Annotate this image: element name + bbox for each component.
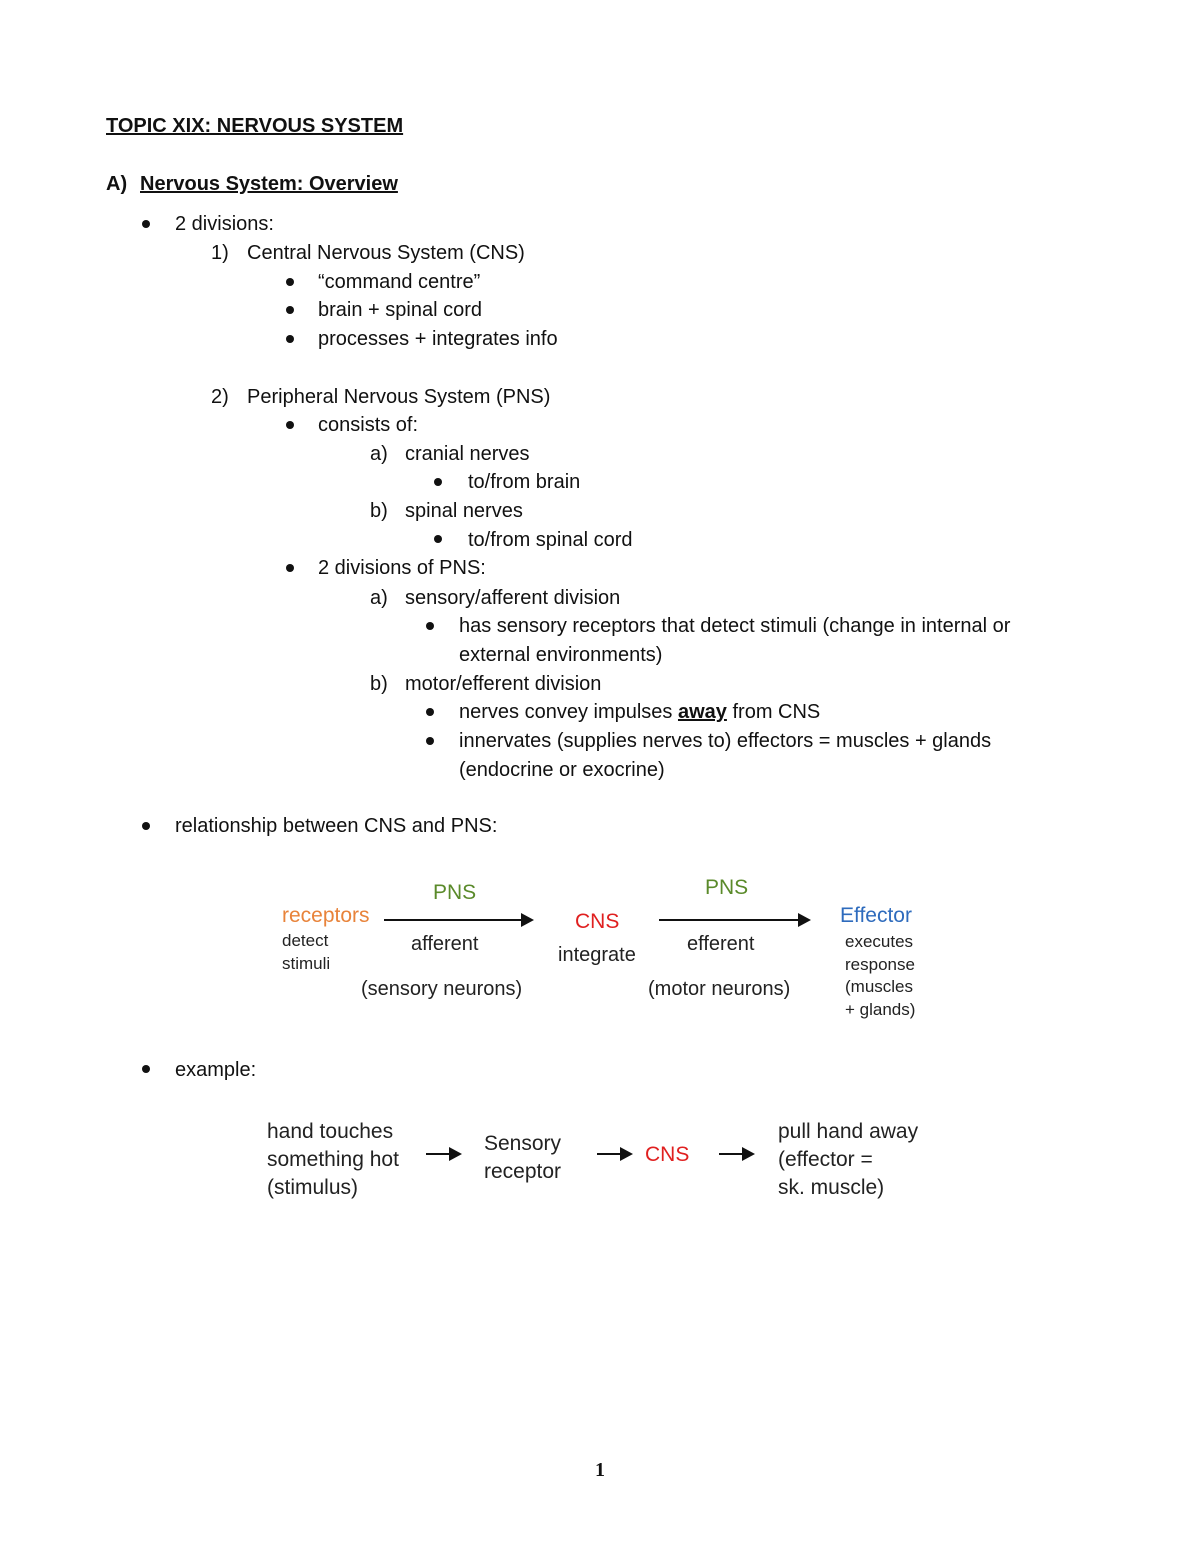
response-text: pull hand away xyxy=(778,1120,919,1143)
sensory-neurons-label: (sensory neurons) xyxy=(361,978,523,1000)
stimulus-text: something hot xyxy=(267,1148,399,1171)
effector-sub: (muscles xyxy=(845,977,914,996)
list-number: 1) xyxy=(211,242,229,264)
list-item-continued: (endocrine or exocrine) xyxy=(459,759,665,781)
receptors-label: receptors xyxy=(282,904,370,927)
list-item: innervates (supplies nerves to) effectors = muscles + glands xyxy=(459,730,992,752)
list-item: “command centre” xyxy=(318,271,481,293)
section-title: Nervous System: Overview xyxy=(140,173,398,195)
effector-sub: executes xyxy=(845,932,914,951)
cns-title: Central Nervous System (CNS) xyxy=(247,242,525,264)
page-number: 1 xyxy=(595,1459,605,1481)
pns-afferent-label: PNS xyxy=(433,881,477,904)
list-item: spinal nerves xyxy=(405,500,523,522)
motor-neurons-label: (motor neurons) xyxy=(648,978,791,1000)
list-letter: b) xyxy=(370,673,388,695)
arrow-right-icon xyxy=(659,919,809,921)
divisions-intro: 2 divisions: xyxy=(175,213,274,235)
receptor-text: Sensory xyxy=(484,1132,562,1155)
bullet-dot xyxy=(426,737,434,745)
bullet-dot xyxy=(426,708,434,716)
receptors-sub: detect xyxy=(282,931,329,950)
receptor-text: receptor xyxy=(484,1160,562,1183)
bullet-dot xyxy=(434,535,442,543)
list-item: sensory/afferent division xyxy=(405,587,621,609)
arrow-right-icon xyxy=(719,1153,753,1155)
list-letter: a) xyxy=(370,587,388,609)
effector-sub: + glands) xyxy=(845,1000,916,1019)
relationship-bullet: relationship between CNS and PNS: xyxy=(175,815,498,837)
response-text: (effector = xyxy=(778,1148,873,1171)
emphasis-text: away xyxy=(677,701,727,723)
list-item: 2 divisions of PNS: xyxy=(318,557,486,579)
receptors-sub: stimuli xyxy=(282,954,331,973)
stimulus-text: hand touches xyxy=(267,1120,394,1143)
list-item: processes + integrates info xyxy=(318,328,558,350)
list-number: 2) xyxy=(211,386,229,408)
list-item: consists of: xyxy=(318,414,419,436)
list-item xyxy=(459,700,820,724)
bullet-dot xyxy=(286,564,294,572)
arrow-right-icon xyxy=(426,1153,460,1155)
list-letter: a) xyxy=(370,443,388,465)
list-item: to/from spinal cord xyxy=(468,529,633,551)
pns-title: Peripheral Nervous System (PNS) xyxy=(247,386,551,408)
arrow-right-icon xyxy=(597,1153,631,1155)
effector-label: Effector xyxy=(840,904,912,927)
integrate-label: integrate xyxy=(558,944,636,966)
list-item-continued: external environments) xyxy=(459,644,663,666)
section-label: A) xyxy=(106,173,128,195)
effector-sub: response xyxy=(845,955,915,974)
bullet-dot xyxy=(286,335,294,343)
list-letter: b) xyxy=(370,500,388,522)
bullet-dot xyxy=(434,478,442,486)
list-item: to/from brain xyxy=(468,471,581,493)
bullet-dot xyxy=(142,822,150,830)
bullet-dot xyxy=(286,421,294,429)
cns-label: CNS xyxy=(575,910,620,933)
bullet-dot xyxy=(286,306,294,314)
list-item: cranial nerves xyxy=(405,443,530,465)
arrow-right-icon xyxy=(384,919,532,921)
list-item: has sensory receptors that detect stimuli (change in internal or xyxy=(459,615,1011,637)
list-item: motor/efferent division xyxy=(405,673,602,695)
text-segment: from CNS xyxy=(726,701,821,723)
pns-efferent-label: PNS xyxy=(705,876,749,899)
list-item: brain + spinal cord xyxy=(318,299,482,321)
response-text: sk. muscle) xyxy=(778,1176,885,1199)
example-bullet: example: xyxy=(175,1059,257,1081)
stimulus-text: (stimulus) xyxy=(267,1176,359,1199)
page-title: TOPIC XIX: NERVOUS SYSTEM xyxy=(106,115,404,137)
bullet-dot xyxy=(286,278,294,286)
text-segment: nerves convey impulses xyxy=(459,701,678,723)
efferent-label: efferent xyxy=(687,933,755,955)
bullet-dot xyxy=(142,1065,150,1073)
bullet-dot xyxy=(426,622,434,630)
afferent-label: afferent xyxy=(411,933,479,955)
example-cns-label: CNS xyxy=(645,1143,690,1166)
bullet-dot xyxy=(142,220,150,228)
